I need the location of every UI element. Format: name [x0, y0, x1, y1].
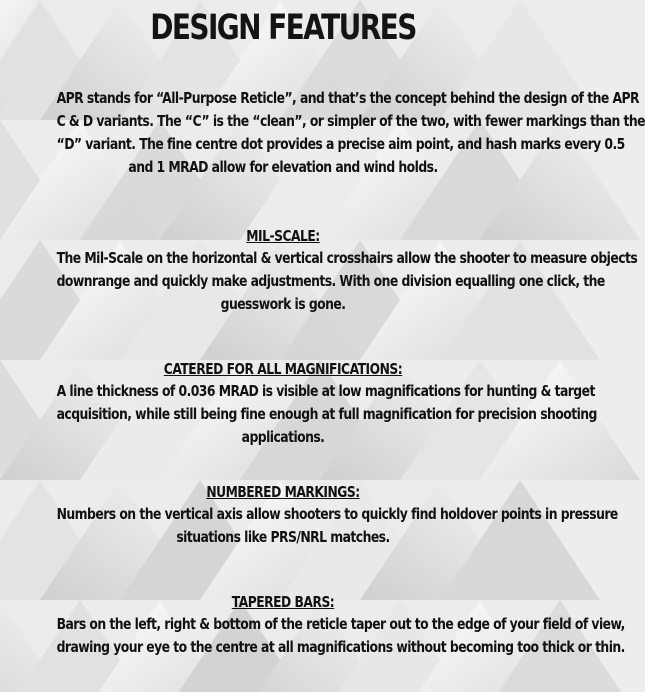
section-line: situations like PRS/NRL matches. — [176, 528, 390, 546]
section-line: drawing your eye to the centre at all magnifications without becoming too thick or thin. — [56, 638, 625, 656]
intro-line: and 1 MRAD allow for elevation and wind holds. — [128, 158, 438, 176]
section-heading: NUMBERED MARKINGS: — [206, 483, 360, 501]
section-line: A line thickness of 0.036 MRAD is visible at low magnifications for hunting & target — [56, 382, 595, 400]
intro-line: APR stands for “All-Purpose Reticle”, and that’s the concept behind the design of the APR — [56, 89, 640, 107]
intro-line: “D” variant. The fine centre dot provides a precise aim point, and hash marks every 0.5 — [56, 135, 625, 153]
section-tapered-bars — [0, 593, 625, 659]
intro-line: C & D variants. The “C” is the “clean”, or simpler of the two, with fewer markings than the — [56, 112, 645, 130]
section-heading: MIL-SCALE: — [246, 227, 320, 245]
intro-paragraph — [0, 87, 645, 179]
section-line: The Mil-Scale on the horizontal & vertical crosshairs allow the shooter to measure objects — [56, 249, 638, 267]
section-mil-scale — [0, 227, 638, 316]
section-line: applications. — [241, 428, 325, 446]
section-line: Numbers on the vertical axis allow shooters to quickly find holdover points in pressure — [56, 505, 618, 523]
section-line: guesswork is gone. — [220, 295, 346, 313]
section-line: acquisition, while still being fine enough at full magnification for precision shooting — [56, 405, 597, 423]
section-line: downrange and quickly make adjustments. With one division equalling one click, the — [56, 272, 605, 290]
section-magnifications — [0, 360, 597, 449]
section-heading: TAPERED BARS: — [231, 593, 335, 611]
section-heading: CATERED FOR ALL MAGNIFICATIONS: — [163, 360, 403, 378]
page-title: DESIGN FEATURES — [150, 8, 416, 48]
section-numbered-markings — [0, 483, 618, 549]
section-line: Bars on the left, right & bottom of the reticle taper out to the edge of your field of view, — [56, 615, 625, 633]
